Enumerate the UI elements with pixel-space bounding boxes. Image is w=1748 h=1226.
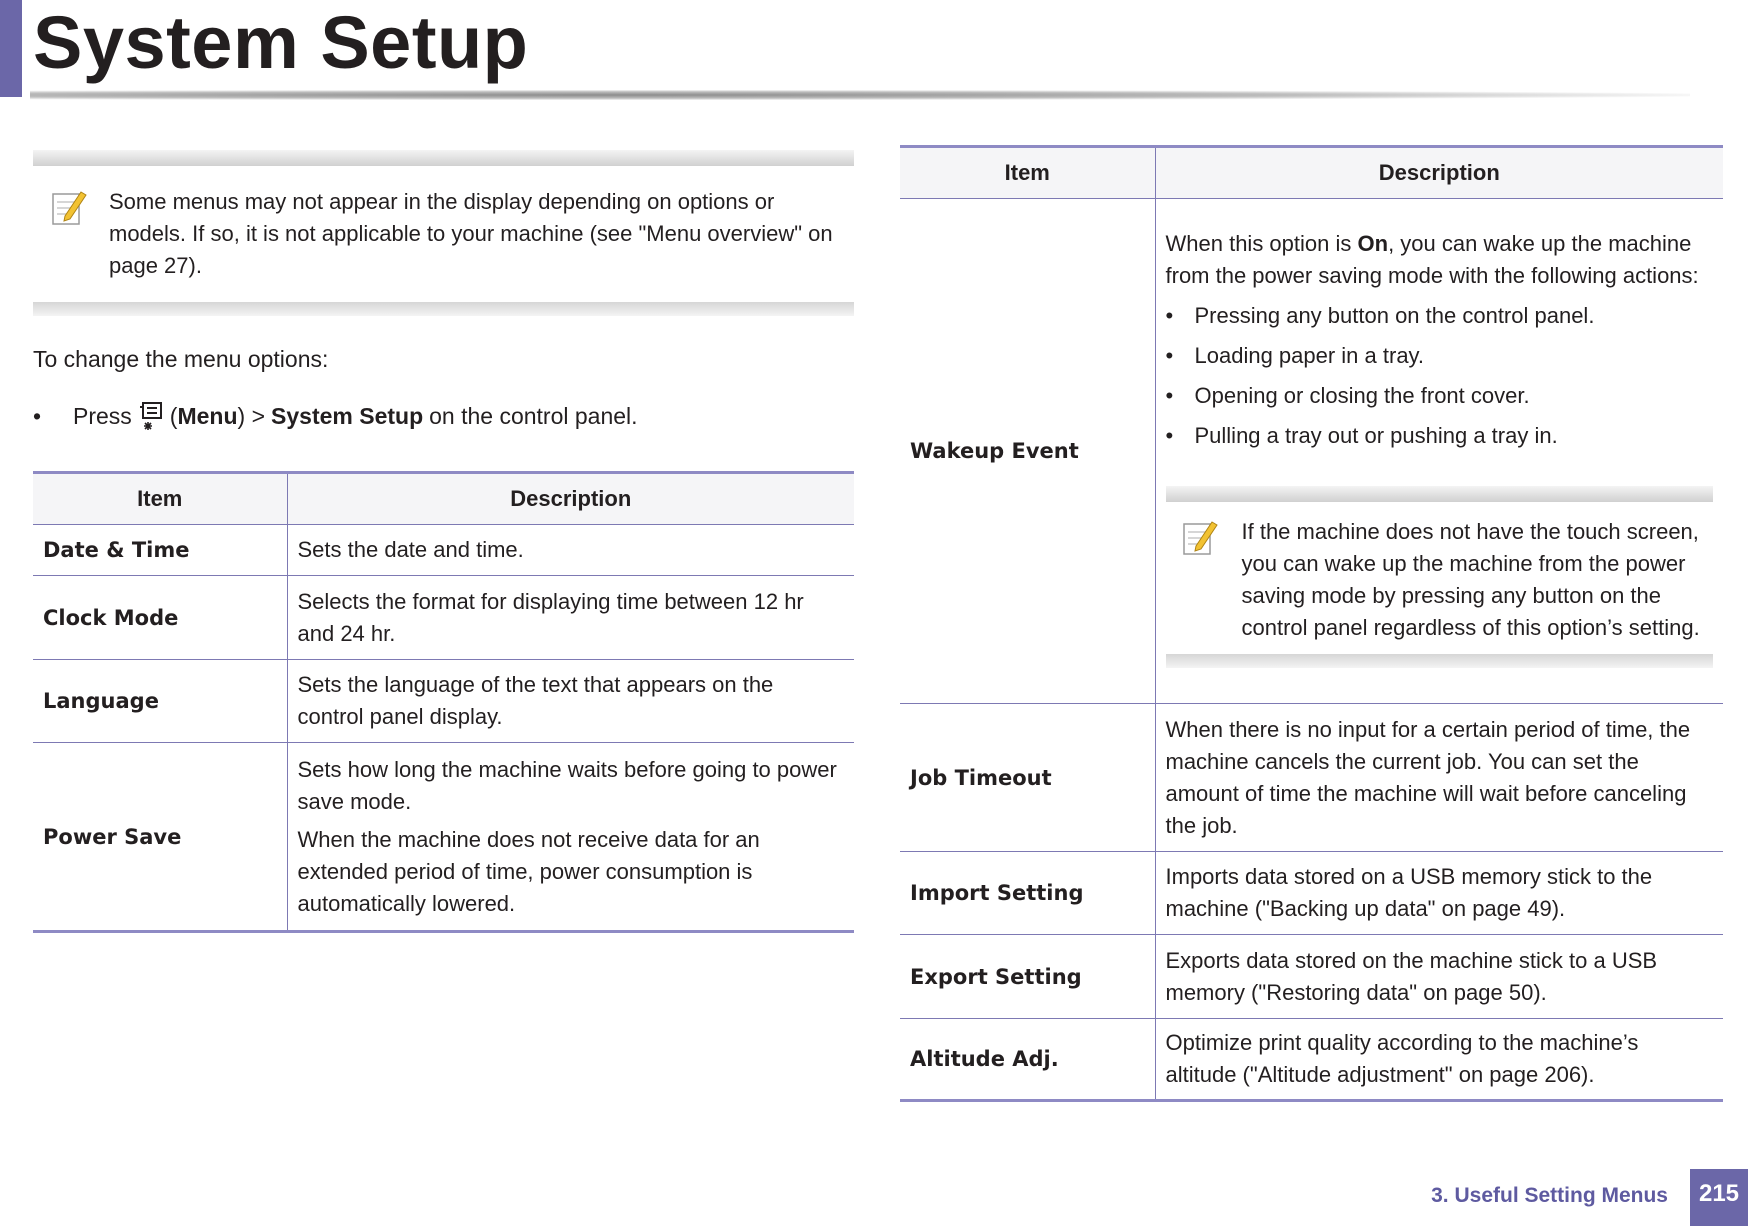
table-row [900, 704, 1723, 852]
row-item: Wakeup Event [900, 199, 1155, 704]
right-column [900, 145, 1723, 1102]
wakeup-note-box [1166, 486, 1714, 668]
row-description: When there is no input for a certain period of time, the machine cancels the current job. You can set the amount of time the machine will wait before canceling the job. [1155, 704, 1723, 852]
header-item: Item [900, 147, 1155, 199]
row-item: Export Setting [900, 935, 1155, 1019]
note-text: If the machine does not have the touch screen, you can wake up the machine from the power saving mode by pressing any button on the control panel regardless of this option’s setting. [1241, 519, 1700, 640]
row-description: Selects the format for displaying time between 12 hr and 24 hr. [287, 576, 854, 660]
note-bottom-bar [33, 302, 854, 316]
right-settings-table [900, 145, 1723, 1102]
header-item: Item [33, 473, 287, 525]
left-settings-table [33, 471, 854, 933]
intro-text: To change the menu options: [33, 346, 329, 372]
note-body [33, 166, 854, 302]
note-pencil-icon [1182, 518, 1218, 558]
wakeup-desc-on: On [1357, 231, 1389, 256]
note-top-bar [33, 150, 854, 166]
row-item: Language [33, 660, 287, 743]
wakeup-action-list [1166, 300, 1714, 452]
table-row [33, 660, 854, 743]
wakeup-desc-pre: When this option is [1165, 231, 1352, 256]
press-label: Press [73, 402, 132, 429]
note-box [33, 150, 854, 316]
note-top-bar [1166, 486, 1714, 502]
wakeup-desc [1166, 228, 1714, 292]
wakeup-desc-post: , you can wake up the machine from the power saving mode with the following actions: [1165, 231, 1699, 288]
list-item: • Pulling a tray out or pushing a tray in. [1166, 420, 1714, 452]
list-item: • Opening or closing the front cover. [1166, 380, 1714, 412]
page-number-badge: 215 [1690, 1169, 1748, 1226]
list-item: • Pressing any button on the control panel. [1166, 300, 1714, 332]
row-description: Sets the date and time. [287, 525, 854, 576]
power-save-desc-2: When the machine does not receive data for an extended period of time, power consumption is automatically lowered. [297, 826, 760, 916]
list-item: • Loading paper in a tray. [1166, 340, 1714, 372]
instruction-bullet [33, 401, 854, 431]
footer-chapter-link[interactable]: 3. Useful Setting Menus [1431, 1184, 1668, 1207]
row-item: Power Save [33, 743, 287, 932]
row-description: Exports data stored on the machine stick to a USB memory ("Restoring data" on page 50). [1155, 935, 1723, 1019]
left-column [33, 150, 854, 933]
row-item: Altitude Adj. [900, 1019, 1155, 1101]
note-bottom-bar [1166, 654, 1714, 668]
row-item: Clock Mode [33, 576, 287, 660]
table-header-row [33, 473, 854, 525]
menu-label: Menu [177, 402, 238, 429]
table-row [900, 935, 1723, 1019]
table-row [33, 525, 854, 576]
title-divider [30, 90, 1690, 100]
header-description: Description [287, 473, 854, 525]
chapter-color-bar [0, 0, 22, 97]
row-item: Job Timeout [900, 704, 1155, 852]
note-pencil-icon [51, 188, 87, 228]
page-title: System Setup [33, 1, 529, 84]
menu-open-paren: ( [169, 402, 178, 429]
power-save-desc-1: Sets how long the machine waits before going to power save mode. [297, 756, 837, 814]
table-row [33, 576, 854, 660]
table-row [33, 743, 854, 932]
row-description [1155, 199, 1723, 704]
note-text: Some menus may not appear in the display depending on options or models. If so, it is not applicable to your machine (see "Menu overview" on page 27). [109, 189, 833, 278]
row-item: Import Setting [900, 852, 1155, 935]
instruction-suffix: on the control panel. [429, 402, 638, 429]
row-description: Sets the language of the text that appears on the control panel display. [287, 660, 854, 743]
row-description: Optimize print quality according to the machine’s altitude ("Altitude adjustment" on page 206). [1155, 1019, 1723, 1101]
table-row [900, 199, 1723, 704]
table-header-row [900, 147, 1723, 199]
menu-icon [136, 401, 166, 431]
header-description: Description [1155, 147, 1723, 199]
table-row [900, 852, 1723, 935]
row-description [287, 743, 854, 932]
system-setup-label: System Setup [271, 402, 424, 429]
row-description: Imports data stored on a USB memory stick to the machine ("Backing up data" on page 49). [1155, 852, 1723, 935]
row-item: Date & Time [33, 525, 287, 576]
note-body [1166, 502, 1714, 654]
menu-close: ) > [237, 402, 266, 429]
table-row [900, 1019, 1723, 1101]
bullet-dot: • [33, 402, 42, 429]
